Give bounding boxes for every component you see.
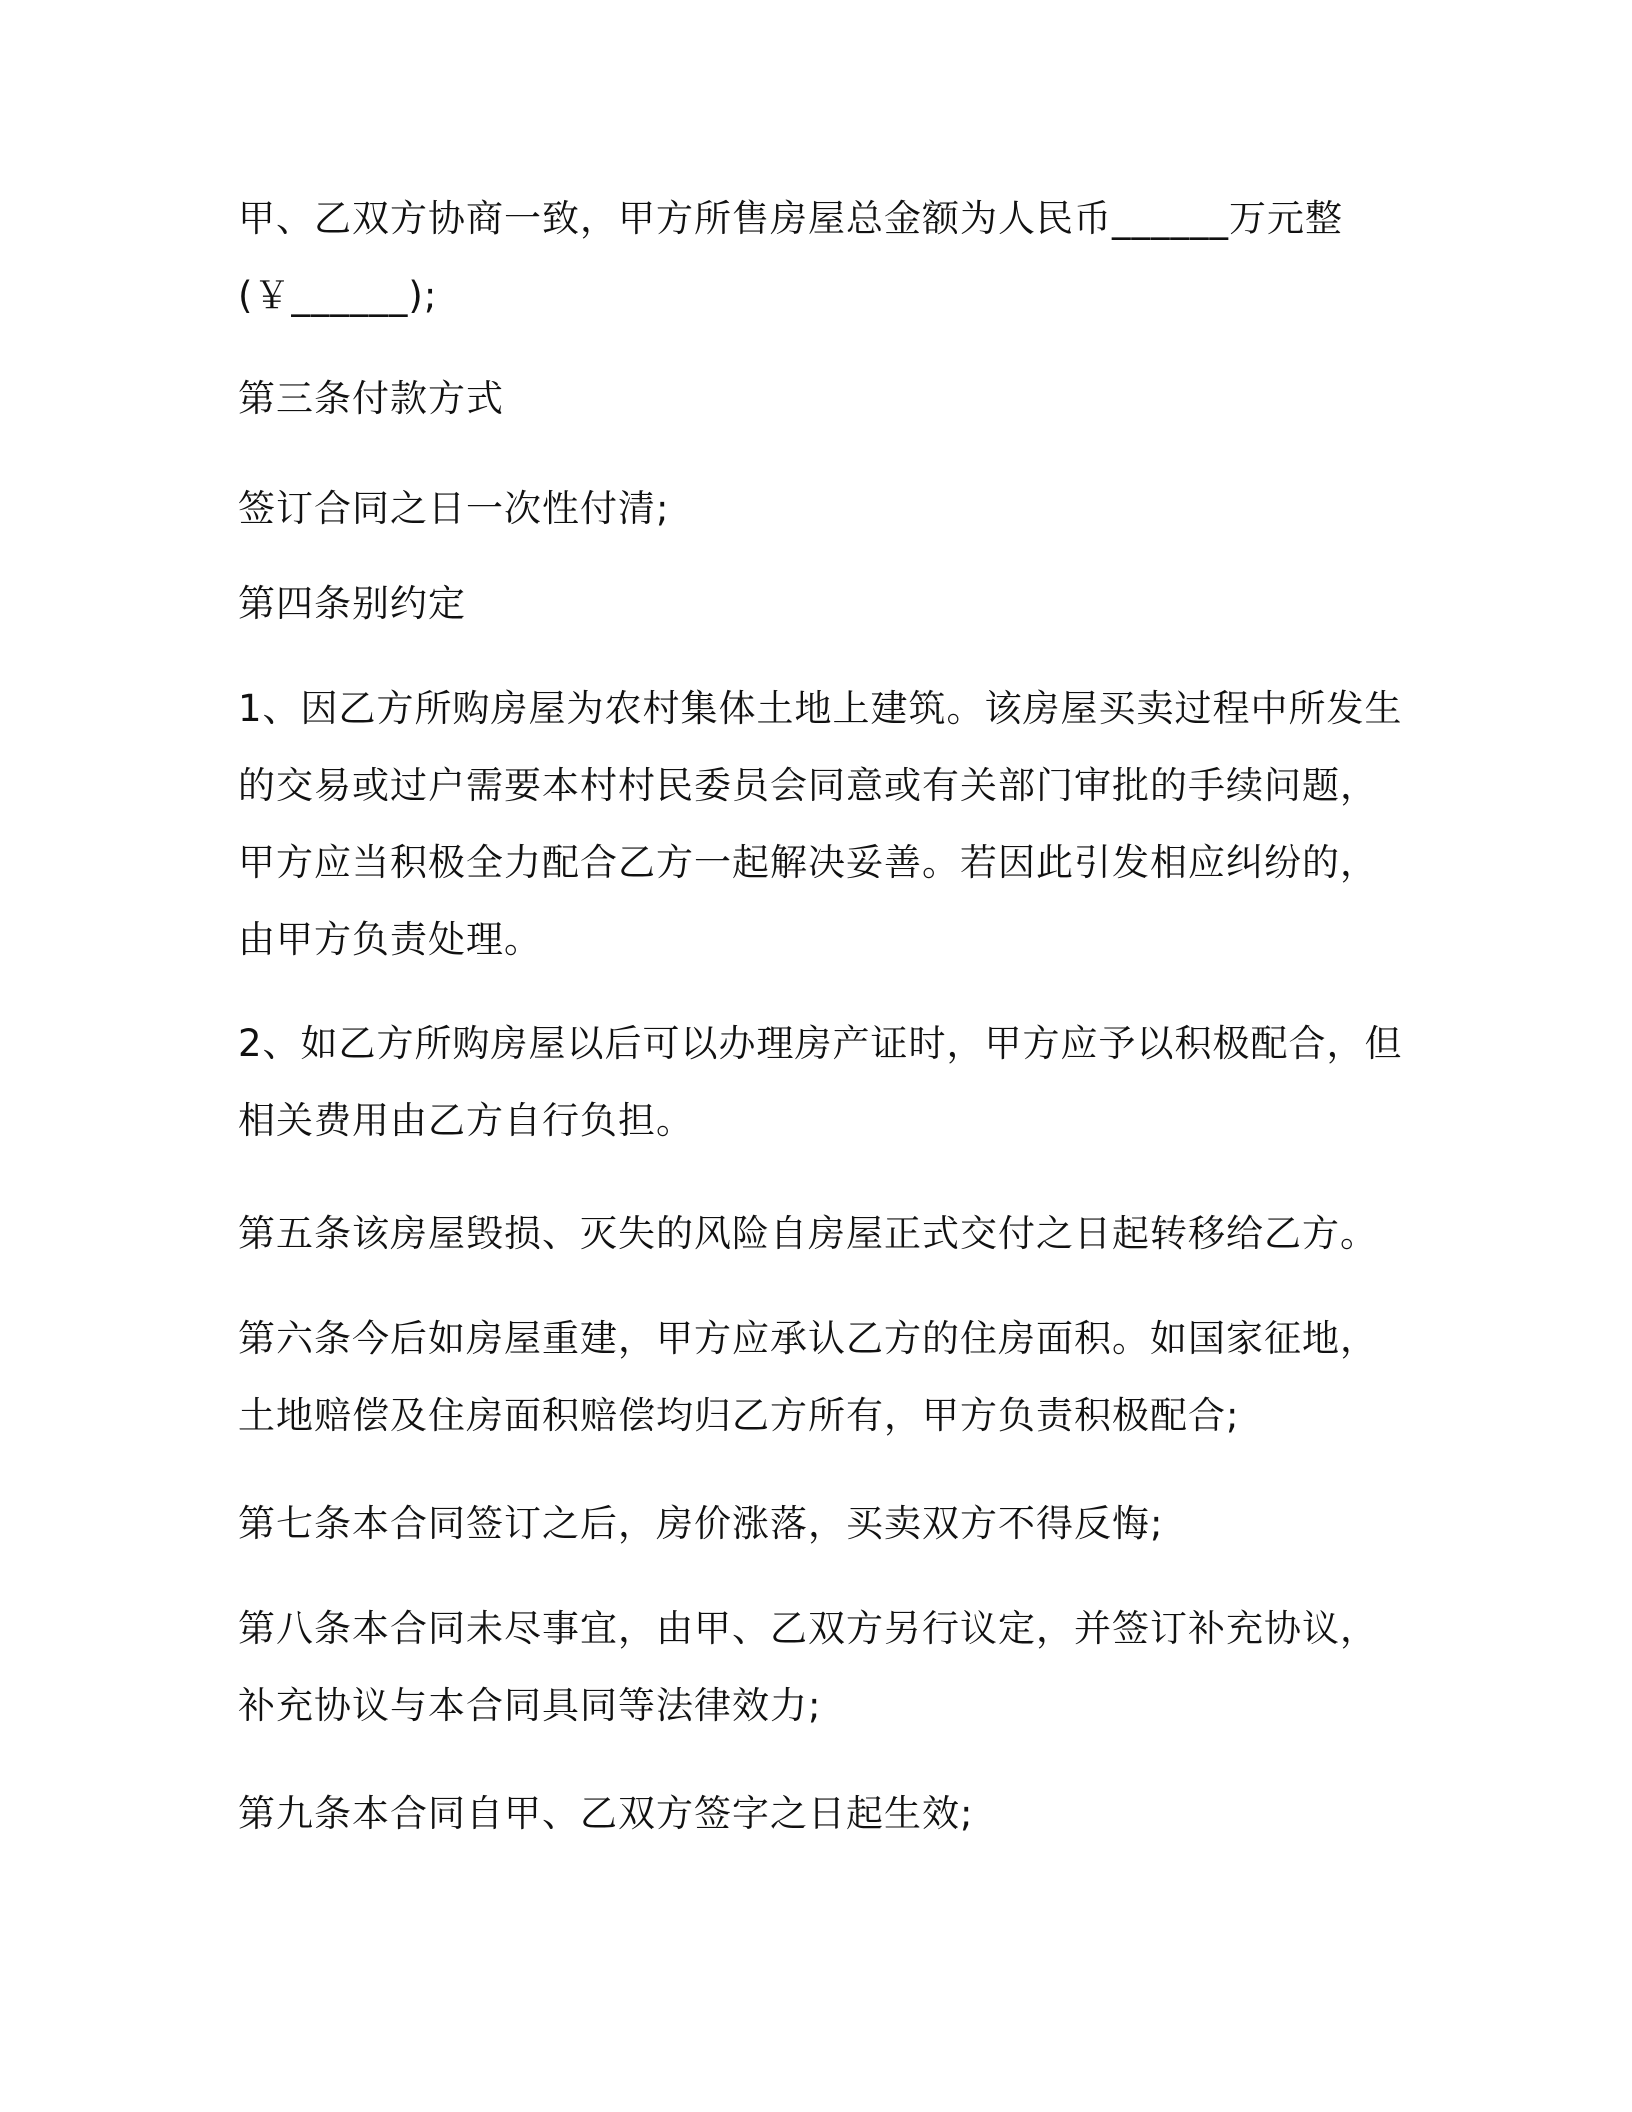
text-line: 签订合同之日一次性付清; (238, 487, 670, 530)
paragraph-article-5 (238, 1195, 1388, 1272)
text-line: 土地赔偿及住房面积赔偿均归乙方所有，甲方负责积极配合; (238, 1394, 1240, 1437)
text-line: 由甲方负责处理。 (238, 918, 542, 961)
paragraph-total-price (238, 180, 1388, 334)
text-line: 第三条付款方式 (238, 377, 504, 420)
text-line: 第八条本合同未尽事宜，由甲、乙双方另行议定，并签订补充协议， (238, 1607, 1378, 1650)
text-line: 1、因乙方所购房屋为农村集体土地上建筑。该房屋买卖过程中所发生 (238, 687, 1403, 730)
text-line: 第四条别约定 (238, 582, 466, 625)
text-line: 2、如乙方所购房屋以后可以办理房产证时，甲方应予以积极配合，但 (238, 1022, 1403, 1065)
paragraph-payment (238, 470, 1388, 547)
text-line: 的交易或过户需要本村村民委员会同意或有关部门审批的手续问题， (238, 764, 1378, 807)
paragraph-article-8 (238, 1590, 1388, 1744)
text-line: 甲、乙双方协商一致，甲方所售房屋总金额为人民币______万元整 (238, 197, 1343, 240)
text-line: 甲方应当积极全力配合乙方一起解决妥善。若因此引发相应纠纷的， (238, 841, 1378, 884)
heading-article-3 (238, 360, 1388, 437)
text-line: 补充协议与本合同具同等法律效力; (238, 1684, 822, 1727)
text-line: (￥______); (238, 274, 438, 317)
paragraph-article-6 (238, 1300, 1388, 1454)
paragraph-article-9 (238, 1775, 1388, 1852)
text-line: 第七条本合同签订之后，房价涨落，买卖双方不得反悔; (238, 1502, 1164, 1545)
paragraph-clause-1 (238, 670, 1403, 978)
paragraph-article-7 (238, 1485, 1388, 1562)
text-line: 相关费用由乙方自行负担。 (238, 1099, 694, 1142)
text-line: 第六条今后如房屋重建，甲方应承认乙方的住房面积。如国家征地， (238, 1317, 1378, 1360)
text-line: 第五条该房屋毁损、灭失的风险自房屋正式交付之日起转移给乙方。 (238, 1212, 1378, 1255)
text-line: 第九条本合同自甲、乙双方签字之日起生效; (238, 1792, 974, 1835)
heading-article-4 (238, 565, 1388, 642)
paragraph-clause-2 (238, 1005, 1403, 1159)
